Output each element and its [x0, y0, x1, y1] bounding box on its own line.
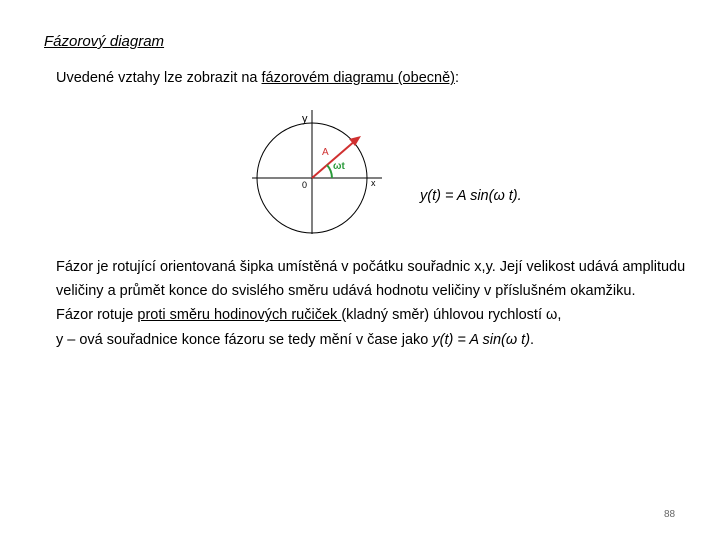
line3-before: y – ová souřadnice konce fázoru se tedy mění v čase jako [56, 331, 433, 348]
line2-before: Fázor rotuje [56, 307, 138, 324]
description-line1: Fázor je rotující orientovaná šipka umístěná v počátku souřadnic x,y. Její velikost udává amplitudu veličiny a průmět konce do svislého směru udává hodnotu veličiny v příslušném okamžiku. [56, 259, 686, 300]
label-angle: ωt [333, 161, 345, 172]
intro-before: Uvedené vztahy lze zobrazit na [56, 70, 262, 86]
line3-eq: y(t) = A sin(ω t) [432, 331, 531, 348]
phasor-arrow [312, 140, 356, 178]
intro-link: fázorovém diagramu (obecně) [261, 70, 455, 86]
equation: y(t) = A sin(ω t). [420, 188, 522, 204]
page-title: Fázorový diagram [44, 33, 165, 50]
line3-after: . [530, 331, 535, 348]
description-paragraph [56, 255, 696, 352]
line2-link: proti směru hodinových ručiček [137, 307, 342, 324]
line2-after: (kladný směr) úhlovou rychlostí ω, [341, 307, 562, 324]
label-amplitude: A [322, 147, 329, 158]
label-y: y [302, 113, 308, 125]
angle-arc [327, 165, 332, 178]
description-line2 [56, 303, 696, 327]
label-x: x [371, 178, 376, 188]
description-line3 [56, 328, 696, 352]
label-origin: 0 [302, 180, 308, 190]
intro-text [56, 70, 459, 86]
page-number: 88 [664, 509, 676, 520]
intro-after: : [454, 70, 459, 86]
phasor-diagram [248, 108, 388, 238]
